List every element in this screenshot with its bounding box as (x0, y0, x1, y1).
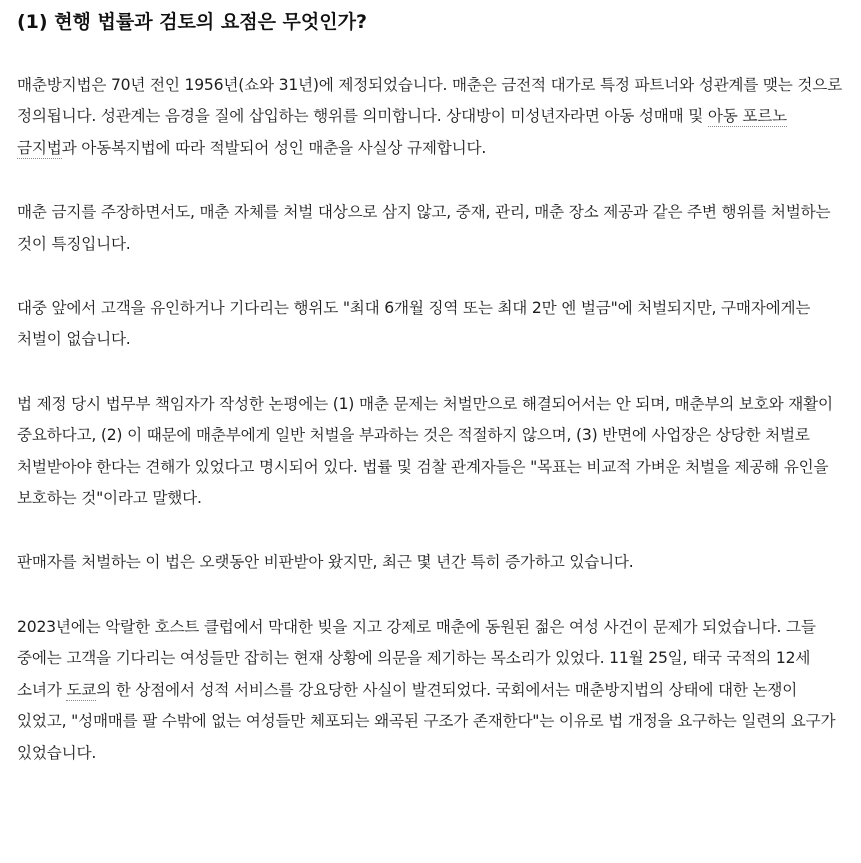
paragraph-6 (17, 612, 845, 769)
paragraph-1-text-b: 과 아동복지법에 따라 적발되어 성인 매춘을 사실상 규제합니다. (61, 138, 487, 157)
paragraph-4: 법 제정 당시 법무부 책임자가 작성한 논평에는 (1) 매춘 문제는 처벌만으로 해결되어서는 안 되며, 매춘부의 보호와 재활이 중요하다고, (2) 이 때문에 매춘부에게 일반 처벌을 부과하는 것은 적절하지 않으며, (3) 반면에 사업장은 상당한 처벌로 처벌받아야 한다는 견해가 있었다고 명시되어 있다. 법률 및 검찰 관계자들은 "목표는 비교적 가벼운 처벌을 제공해 유인을 보호하는 것"이라고 말했다. (17, 394, 833, 508)
paragraph-6-text-b: 의 한 상점에서 성적 서비스를 강요당한 사실이 발견되었다. 국회에서는 매춘방지법의 상태에 대한 논쟁이 있었고, "성매매를 팔 수밖에 없는 여성들만 체포되는 왜곡된 구조가 존재한다"는 이유로 법 개정을 요구하는 일련의 요구가 있었습니다. (17, 680, 836, 762)
paragraph-1-text-a: 매춘방지법은 70년 전인 1956년(쇼와 31년)에 제정되었습니다. 매춘은 금전적 대가로 특정 파트너와 성관계를 맺는 것으로 정의됩니다. 성관계는 음경을 질에 삽입하는 행위를 의미합니다. 상대방이 미성년자라면 아동 성매매 및 (17, 76, 842, 126)
section-heading: (1) 현행 법률과 검토의 요점은 무엇인가? (17, 11, 367, 33)
child-pornography-law-link[interactable]: 아동 포르노 금지법 (17, 107, 787, 157)
tokyo-link[interactable]: 도쿄 (66, 680, 97, 699)
paragraph-1 (17, 70, 845, 164)
paragraph-5: 판매자를 처벌하는 이 법은 오랫동안 비판받아 왔지만, 최근 몇 년간 특히 증가하고 있습니다. (17, 553, 634, 572)
paragraph-3: 대중 앞에서 고객을 유인하거나 기다리는 행위도 "최대 6개월 징역 또는 최대 2만 엔 벌금"에 처벌되지만, 구매자에게는 처벌이 없습니다. (17, 299, 811, 349)
paragraph-6-text-a: 2023년에는 악랄한 호스트 클럽에서 막대한 빚을 지고 강제로 매춘에 동원된 젊은 여성 사건이 문제가 되었습니다. 그들 중에는 고객을 기다리는 여성들만 잡히는 현재 상황에 의문을 제기하는 목소리가 있었다. 11월 25일, 태국 국적의 12세 소녀가 (17, 617, 816, 699)
paragraph-2: 매춘 금지를 주장하면서도, 매춘 자체를 처벌 대상으로 삼지 않고, 중재, 관리, 매춘 장소 제공과 같은 주변 행위를 처벌하는 것이 특징입니다. (17, 203, 831, 253)
